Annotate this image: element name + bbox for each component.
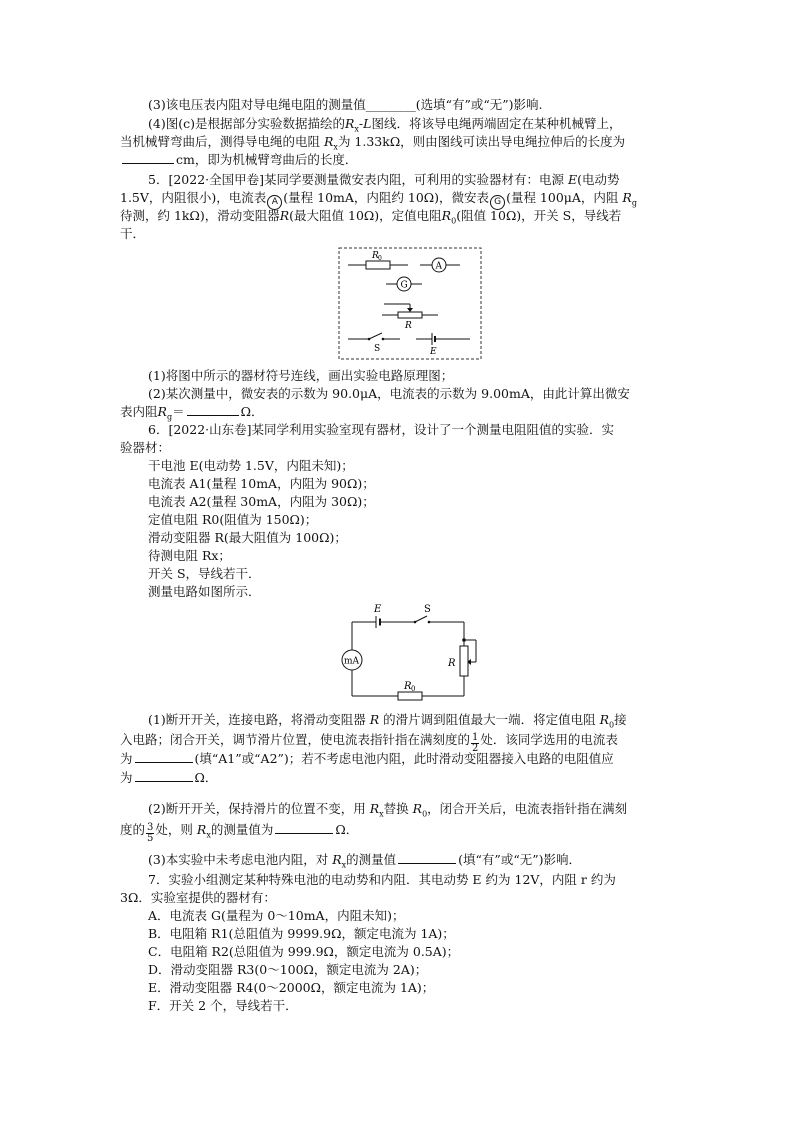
q7-item: A．电流表 G(量程为 0～10mA，内阻未知)；	[148, 908, 405, 923]
svg-text:mA: mA	[344, 656, 360, 667]
q5-part2-line2: 表内阻$R_g= \Omega$．	[120, 404, 264, 422]
q6-item: 干电池 E(电动势 1.5V，内阻未知)；	[148, 458, 354, 473]
svg-text:S: S	[374, 344, 381, 354]
ammeter-symbol-icon: A	[267, 195, 282, 210]
q4-part3: (3)该电压表内阻对导电绳电阻的测量值________(选填“有”或“无”)影响.	[148, 97, 543, 112]
q6-item: 开关 S，导线若干．	[148, 566, 261, 581]
q6-item: 电流表 A1(量程 10mA，内阻为 90Ω)；	[148, 476, 375, 491]
q6-item: 测量电路如图所示．	[148, 584, 261, 599]
galvanometer-icon	[386, 277, 422, 291]
q5-line2: 1.5V，内阻很小)，电流表 A (量程 10mA，内阻约 10Ω)，微安表 G (量程 100μA，内阻 $R_g$	[120, 190, 637, 212]
q6-part1-line4: 为 Ω．	[120, 770, 218, 785]
answer-blank[interactable]	[187, 404, 239, 416]
q6-part1-line3: 为 (填“A1”或“A2”)；若不考虑电池内阻，此时滑动变阻器接入电路的电阻值应	[120, 751, 614, 766]
battery-icon	[416, 333, 470, 357]
switch-icon	[414, 604, 431, 623]
svg-text:R: R	[405, 321, 412, 331]
q7-line1: 7．实验小组测定某种特殊电池的电动势和内阻．其电动势 E 约为 12V，内阻 r 约为	[148, 872, 616, 887]
svg-text:R: R	[404, 681, 412, 692]
galvanometer-symbol-icon: G	[490, 195, 505, 210]
q6-item: 电流表 A2(量程 30mA，内阻为 30Ω)；	[148, 494, 375, 509]
q6-part2-line1: (2)断开开关，保持滑片的位置不变，用 $R_x$替换 $R_0$，闭合开关后，电流表指针指在满刻	[148, 801, 628, 819]
answer-blank[interactable]	[135, 751, 193, 763]
ammeter-icon	[420, 258, 460, 272]
svg-text:0: 0	[378, 255, 382, 262]
q4-part4-line3: cm，即为机械臂弯曲后的长度．	[120, 152, 357, 168]
answer-blank[interactable]	[122, 152, 174, 164]
switch-icon	[348, 333, 400, 354]
q6-item: 待测电阻 Rx；	[148, 548, 231, 563]
q6-item: 定值电阻 R0(阻值为 150Ω)；	[148, 512, 318, 527]
svg-text:E: E	[430, 347, 437, 357]
q5-line4: 干．	[120, 226, 146, 241]
q6-part1-line2: 入电路；闭合开关，调节滑片位置，使电流表指针指在满刻度的 $\frac{1}{2}$ 处．该同学选用的电流表	[120, 732, 618, 754]
figure-measurement-circuit	[336, 600, 482, 704]
q7-item: F．开关 2 个，导线若干．	[148, 998, 298, 1013]
svg-text:S: S	[424, 604, 431, 615]
q7-item: B．电阻箱 R1(总阻值为 9999.9Ω，额定电流为 1A)；	[148, 926, 455, 941]
milliammeter-icon	[342, 650, 362, 670]
fixed-resistor-r0-icon	[398, 681, 422, 700]
q5-line3: 待测，约 1kΩ)，滑动变阻器R(最大阻值 10Ω)，定值电阻$R_0$(阻值 10Ω)，开关 S，导线若	[120, 208, 622, 226]
q5-line1: 5．[2022·全国甲卷]某同学要测量微安表内阻，可利用的实验器材有：电源 E(电动势	[148, 172, 620, 187]
svg-text:0: 0	[411, 685, 416, 693]
svg-text:R: R	[448, 658, 456, 669]
q7-line2: 3Ω．实验室提供的器材有：	[120, 890, 276, 905]
answer-blank[interactable]	[275, 822, 333, 834]
q6-item: 滑动变阻器 R(最大阻值为 100Ω)；	[148, 530, 347, 545]
answer-blank[interactable]	[398, 852, 456, 864]
rheostat-icon	[447, 646, 468, 676]
q7-item: D．滑动变阻器 R3(0～100Ω，额定电流为 2A)；	[148, 962, 428, 977]
svg-text:G: G	[400, 280, 408, 291]
q6-part2-line2: 度的 $\frac{3}{5}$ 处，则 $R_x$的测量值为 Ω．	[120, 822, 359, 844]
q6-part3: (3)本实验中未考虑电池内阻，对 $R_x$的测量值 (填“有”或“无”)影响．	[148, 852, 581, 870]
svg-text:R: R	[372, 251, 379, 261]
q7-item: C．电阻箱 R2(总阻值为 999.9Ω，额定电流为 0.5A)；	[148, 944, 460, 959]
svg-text:E: E	[374, 604, 382, 615]
fraction-three-fifths: $\frac{3}{5}$	[147, 822, 154, 844]
q4-part4-line1: (4)图(c)是根据部分实验数据描绘的$R_x-L$图线．将该导电绳两端固定在某种机械臂上，	[148, 116, 622, 134]
q6-line1: 6．[2022·山东卷]某同学利用实验室现有器材，设计了一个测量电阻阻值的实验．实	[148, 422, 614, 437]
q5-part2-line1: (2)某次测量中，微安表的示数为 90.0μA，电流表的示数为 9.00mA，由此计算出微安	[148, 386, 630, 401]
fraction-half: $\frac{1}{2}$	[472, 732, 479, 754]
battery-icon	[373, 604, 382, 628]
figure-components	[338, 247, 482, 360]
fixed-resistor-r0-icon	[348, 251, 408, 269]
q7-item: E．滑动变阻器 R4(0～2000Ω，额定电流为 1A)；	[148, 980, 435, 995]
rheostat-icon	[382, 304, 438, 331]
answer-blank[interactable]	[135, 770, 193, 782]
q6-line2: 验器材：	[120, 440, 171, 455]
q4-part4-line2: 当机械臂弯曲后，测得导电绳的电阻 $R_x$为 1.33kΩ，则由图线可读出导电绳拉伸后的长度为	[120, 134, 626, 152]
q6-part1-line1: (1)断开开关，连接电路，将滑动变阻器 R 的滑片调到阻值最大一端．将定值电阻 $R_0$接	[148, 712, 627, 730]
svg-text:A: A	[435, 261, 442, 272]
q5-part1: (1)将图中所示的器材符号连线，画出实验电路原理图；	[148, 368, 454, 383]
